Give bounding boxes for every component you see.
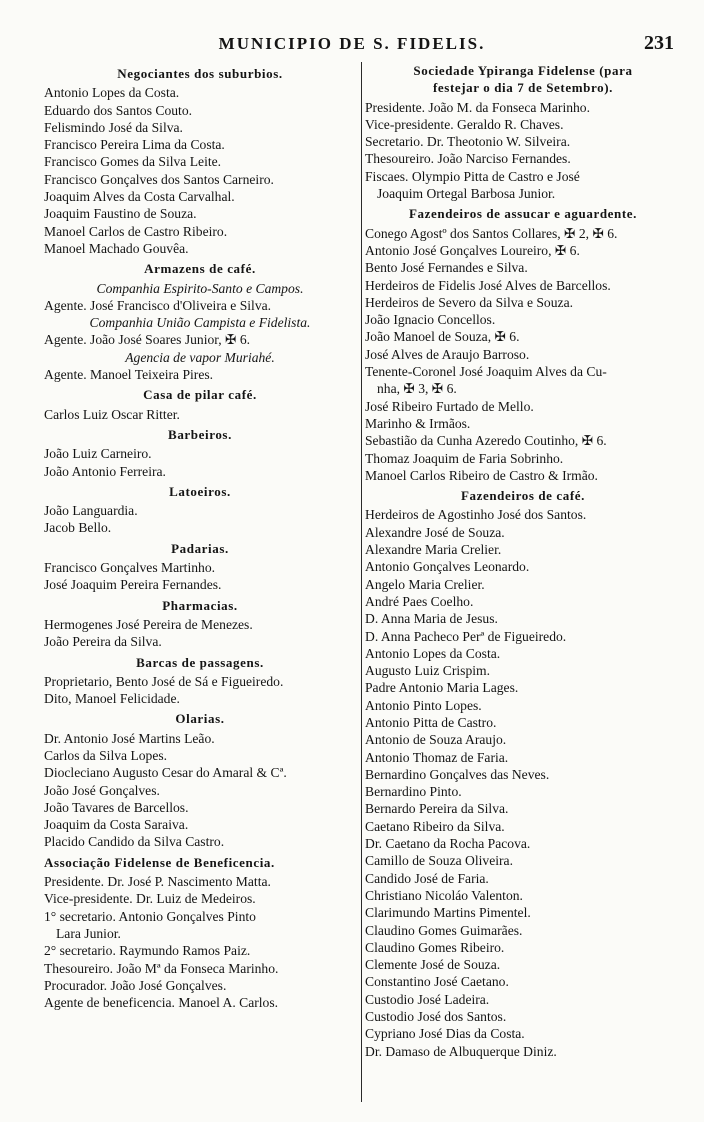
list-item: Candido José de Faria.	[365, 870, 489, 886]
page-number: 231	[644, 32, 674, 54]
list-item: Herdeiros de Severo da Silva e Souza.	[365, 294, 573, 310]
list-item: Thomaz Joaquim de Faria Sobrinho.	[365, 450, 564, 466]
list-item: Clarimundo Martins Pimentel.	[365, 905, 531, 921]
list-item: João José Gonçalves.	[44, 782, 160, 798]
section-heading-assucar: Fazendeiros de assucar e aguardente.	[408, 206, 638, 222]
list-item: Constantino José Caetano.	[365, 974, 509, 990]
list-item: Manoel Carlos de Castro Ribeiro.	[44, 223, 228, 239]
list-item: Herdeiros de Agostinho José dos Santos.	[365, 507, 587, 523]
list-item: Diocleciano Augusto Cesar do Amaral & Cª.	[44, 765, 287, 781]
list-item: João Luiz Carneiro.	[44, 446, 152, 462]
list-item: Antonio Pitta de Castro.	[365, 714, 497, 730]
list-item: Bernardino Gonçalves das Neves.	[365, 766, 550, 782]
list-item: João Manoel de Souza, ✠ 6.	[365, 329, 520, 345]
list-item: Thesoureiro. João Mª da Fonseca Marinho.	[44, 960, 279, 976]
section-heading-pharmacias: Pharmacias.	[162, 597, 238, 613]
list-item: Francisco Gonçalves dos Santos Carneiro.	[44, 171, 274, 187]
list-item: Agente. José Francisco d'Oliveira e Silva.	[44, 297, 272, 313]
list-item: Antonio Pinto Lopes.	[365, 697, 482, 713]
company-name: Agencia de vapor Muriahé.	[125, 349, 275, 365]
list-item-continuation: Joaquim Ortegal Barbosa Junior.	[377, 186, 556, 202]
list-item: Custodio José dos Santos.	[365, 1009, 507, 1025]
list-item: Agente. Manoel Teixeira Pires.	[44, 367, 214, 383]
list-item: Dr. Caetano da Rocha Pacova.	[365, 836, 531, 852]
list-item: Marinho & Irmãos.	[365, 415, 471, 431]
list-item: Cypriano José Dias da Costa.	[365, 1026, 525, 1042]
list-item: Augusto Luiz Crispim.	[365, 663, 490, 679]
list-item: João Pereira da Silva.	[44, 634, 162, 650]
list-item: D. Anna Pacheco Perª de Figueiredo.	[365, 628, 567, 644]
section-heading-sociedade-cont: festejar o dia 7 de Setembro).	[433, 80, 613, 96]
page-header	[0, 34, 704, 60]
list-item: Carlos Luiz Oscar Ritter.	[44, 406, 180, 422]
list-item: Joaquim Alves da Costa Carvalhal.	[44, 189, 235, 205]
list-item: Antonio Lopes da Costa.	[44, 85, 180, 101]
list-item: Custodio José Ladeira.	[365, 991, 490, 1007]
list-item: Joaquim Faustino de Souza.	[44, 206, 197, 222]
list-item: Padre Antonio Maria Lages.	[365, 680, 519, 696]
section-heading-barbeiros: Barbeiros.	[168, 426, 232, 442]
list-item: Bernardino Pinto.	[365, 784, 462, 800]
left-column	[44, 62, 356, 1011]
list-item: Fiscaes. Olympio Pitta de Castro e José	[365, 168, 580, 184]
list-item: Claudino Gomes Ribeiro.	[365, 939, 505, 955]
list-item: Sebastião da Cunha Azeredo Coutinho, ✠ 6.	[365, 433, 607, 449]
list-item: Antonio Gonçalves Leonardo.	[365, 559, 530, 575]
list-item: João Tavares de Barcellos.	[44, 799, 189, 815]
list-item: Camillo de Souza Oliveira.	[365, 853, 513, 869]
list-item: Agente. João José Soares Junior, ✠ 6.	[44, 332, 251, 348]
list-item: Francisco Pereira Lima da Costa.	[44, 137, 225, 153]
list-item: Dito, Manoel Felicidade.	[44, 691, 180, 707]
list-item: Jacob Bello.	[44, 520, 112, 536]
list-item: Tenente-Coronel José Joaquim Alves da Cu-	[365, 364, 607, 380]
list-item: José Ribeiro Furtado de Mello.	[365, 398, 534, 414]
list-item: Presidente. Dr. José P. Nascimento Matta.	[44, 874, 271, 890]
list-item-continuation: Lara Junior.	[56, 925, 121, 941]
section-heading-padarias: Padarias.	[171, 540, 229, 556]
list-item: Bento José Fernandes e Silva.	[365, 260, 528, 276]
list-item: Alexandre Maria Crelier.	[365, 542, 502, 558]
list-item: Claudino Gomes Guimarães.	[365, 922, 523, 938]
section-heading-barcas: Barcas de passagens.	[136, 654, 264, 670]
section-heading-negociantes: Negociantes dos suburbios.	[117, 66, 283, 81]
list-item: Hermogenes José Pereira de Menezes.	[44, 616, 253, 632]
list-item: João Ignacio Concellos.	[365, 312, 496, 328]
list-item: Francisco Gonçalves Martinho.	[44, 560, 216, 576]
list-item: Antonio de Souza Araujo.	[365, 732, 507, 748]
list-item: Proprietario, Bento José de Sá e Figueiredo.	[44, 673, 284, 689]
list-item: Manoel Machado Gouvêa.	[44, 240, 189, 256]
list-item: Eduardo dos Santos Couto.	[44, 102, 193, 118]
list-item: Secretario. Dr. Theotonio W. Silveira.	[365, 134, 571, 150]
company-name: Companhia União Campista e Fidelista.	[89, 315, 311, 331]
section-heading-cafe: Fazendeiros de café.	[460, 488, 586, 504]
list-item: Clemente José de Souza.	[365, 957, 501, 973]
list-item: Christiano Nicoláo Valenton.	[365, 887, 523, 903]
list-item-continuation: nha, ✠ 3, ✠ 6.	[377, 381, 457, 397]
list-item: Dr. Damaso de Albuquerque Diniz.	[365, 1043, 557, 1059]
list-item: Antonio Thomaz de Faria.	[365, 749, 509, 765]
list-item: André Paes Coelho.	[365, 593, 474, 609]
section-heading-sociedade: Sociedade Ypiranga Fidelense (para	[413, 63, 633, 78]
list-item: João Antonio Ferreira.	[44, 463, 166, 479]
list-item: Dr. Antonio José Martins Leão.	[44, 730, 215, 746]
list-item: Bernardo Pereira da Silva.	[365, 801, 509, 817]
list-item: Francisco Gomes da Silva Leite.	[44, 154, 222, 170]
list-item: Herdeiros de Fidelis José Alves de Barcellos.	[365, 277, 611, 293]
list-item: José Alves de Araujo Barroso.	[365, 346, 530, 362]
list-item: 1° secretario. Antonio Gonçalves Pinto	[44, 908, 256, 924]
list-item: Placido Candido da Silva Castro.	[44, 834, 225, 850]
list-item: Antonio José Gonçalves Loureiro, ✠ 6.	[365, 242, 580, 258]
list-item: Conego Agostº dos Santos Collares, ✠ 2, ✠ 6.	[365, 225, 618, 241]
list-item: Agente de beneficencia. Manoel A. Carlos.	[44, 995, 279, 1011]
list-item: Felismindo José da Silva.	[44, 119, 183, 135]
section-heading-latoeiros: Latoeiros.	[169, 483, 231, 499]
section-heading-pilar: Casa de pilar café.	[143, 387, 257, 403]
list-item: Procurador. João José Gonçalves.	[44, 977, 227, 993]
list-item: 2° secretario. Raymundo Ramos Paiz.	[44, 943, 251, 959]
list-item: Vice-presidente. Dr. Luiz de Medeiros.	[44, 891, 256, 907]
company-name: Companhia Espirito-Santo e Campos.	[96, 280, 304, 296]
list-item: Manoel Carlos Ribeiro de Castro & Irmão.	[365, 467, 598, 483]
list-item: Caetano Ribeiro da Silva.	[365, 818, 505, 834]
list-item: João Languardia.	[44, 503, 138, 519]
section-heading-associacao: Associação Fidelense de Beneficencia.	[44, 854, 275, 870]
list-item: Carlos da Silva Lopes.	[44, 747, 168, 763]
list-item: José Joaquim Pereira Fernandes.	[44, 577, 222, 593]
list-item: Presidente. João M. da Fonseca Marinho.	[365, 99, 591, 115]
list-item: D. Anna Maria de Jesus.	[365, 611, 498, 627]
list-item: Joaquim da Costa Saraiva.	[44, 817, 189, 833]
right-column	[361, 62, 681, 1102]
section-heading-olarias: Olarias.	[175, 711, 225, 727]
list-item: Antonio Lopes da Costa.	[365, 645, 501, 661]
running-title: MUNICIPIO DE S. FIDELIS.	[218, 34, 486, 53]
section-heading-armazens: Armazens de café.	[144, 261, 256, 277]
list-item: Vice-presidente. Geraldo R. Chaves.	[365, 116, 564, 132]
list-item: Alexandre José de Souza.	[365, 524, 505, 540]
list-item: Thesoureiro. João Narciso Fernandes.	[365, 151, 571, 167]
list-item: Angelo Maria Crelier.	[365, 576, 485, 592]
